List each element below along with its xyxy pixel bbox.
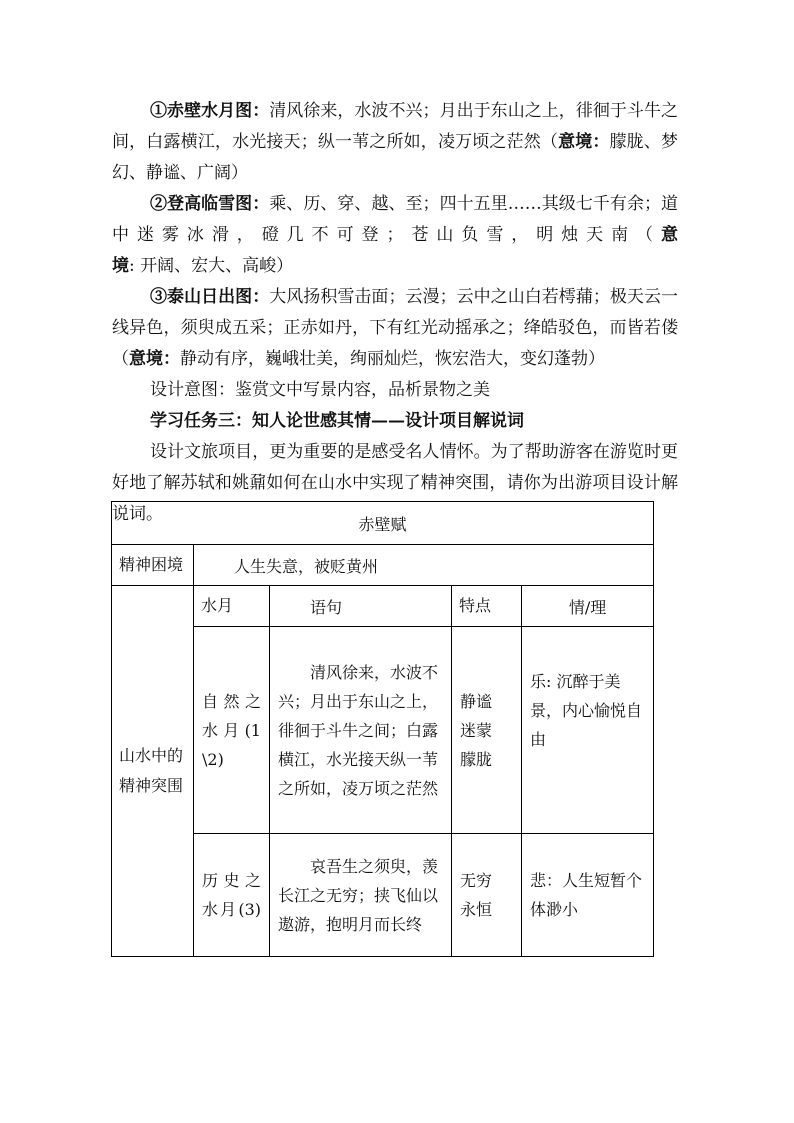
breakout-label: 山水中的精神突围 <box>112 586 194 957</box>
dilemma-value: 人生失意，被贬黄州 <box>194 545 654 586</box>
paragraph-chibi: ①赤壁水月图：清风徐来，水波不兴；月出于东山之上，徘徊于斗牛之间，白露横江，水光接天；纵一苇之所如，凌万顷之茫然（意境：朦胧、梦幻、静谧、广阔） <box>112 101 678 183</box>
sentence-cell: 哀吾生之须臾，羡长江之无穷；挟飞仙以遨游，抱明月而长终 <box>270 834 452 957</box>
label-taishan: ③泰山日出图： <box>150 287 270 307</box>
label-denggao: ②登高临雪图： <box>150 194 270 214</box>
header-emotion: 情/理 <box>522 586 654 627</box>
emotion-cell: 乐: 沉醉于美景，内心愉悦自由 <box>522 627 654 834</box>
header-sentence: 语句 <box>270 586 452 627</box>
feature-cell: 无穷永恒 <box>452 834 522 957</box>
task-body: 设计文旅项目，更为重要的是感受名人情怀。为了帮助游客在游览时更好地了解苏轼和姚鼐如何在山水中实现了精神突围，请你为出游项目设计解说词。 <box>112 442 678 524</box>
sentence-cell: 清风徐来，水波不兴；月出于东山之上，徘徊于斗牛之间；白露横江，水光接天纵一苇之所如，凌万顷之茫然 <box>270 627 452 834</box>
paragraph-taishan: ③泰山日出图：大风扬积雪击面；云漫；云中之山白若樗蒱；极天云一线异色，须臾成五采；正赤如丹，下有红光动摇承之；绛皓驳色，而皆若偻（意境：静动有序，巍峨壮美，绚丽灿烂，恢宏浩大，变幻蓬勃） <box>112 287 678 369</box>
header-water-moon: 水月 <box>194 586 270 627</box>
table-title: 赤壁赋 <box>112 502 654 545</box>
document-body <box>112 96 678 530</box>
label-chibi: ①赤壁水月图： <box>150 101 270 121</box>
paragraph-denggao: ②登高临雪图：乘、历、穿、越、至；四十五里……其级七千有余；道中迷雾冰滑，磴几不可登；苍山负雪，明烛天南（意境: 开阔、宏大、高峻） <box>112 194 679 276</box>
chibi-table <box>111 501 654 957</box>
design-intent: 设计意图：鉴赏文中写景内容，品析景物之美 <box>150 380 490 400</box>
feature-cell: 静谧迷蒙朦胧 <box>452 627 522 834</box>
header-feature: 特点 <box>452 586 522 627</box>
water-moon-cell: 历史之水月(3) <box>194 834 270 957</box>
table-row <box>112 834 654 957</box>
task-heading: 学习任务三：知人论世感其情——设计项目解说词 <box>150 411 524 431</box>
table-row <box>112 627 654 834</box>
water-moon-cell: 自然之水月(1\2) <box>194 627 270 834</box>
dilemma-label: 精神困境 <box>112 545 194 586</box>
emotion-cell: 悲：人生短暂个体渺小 <box>522 834 654 957</box>
